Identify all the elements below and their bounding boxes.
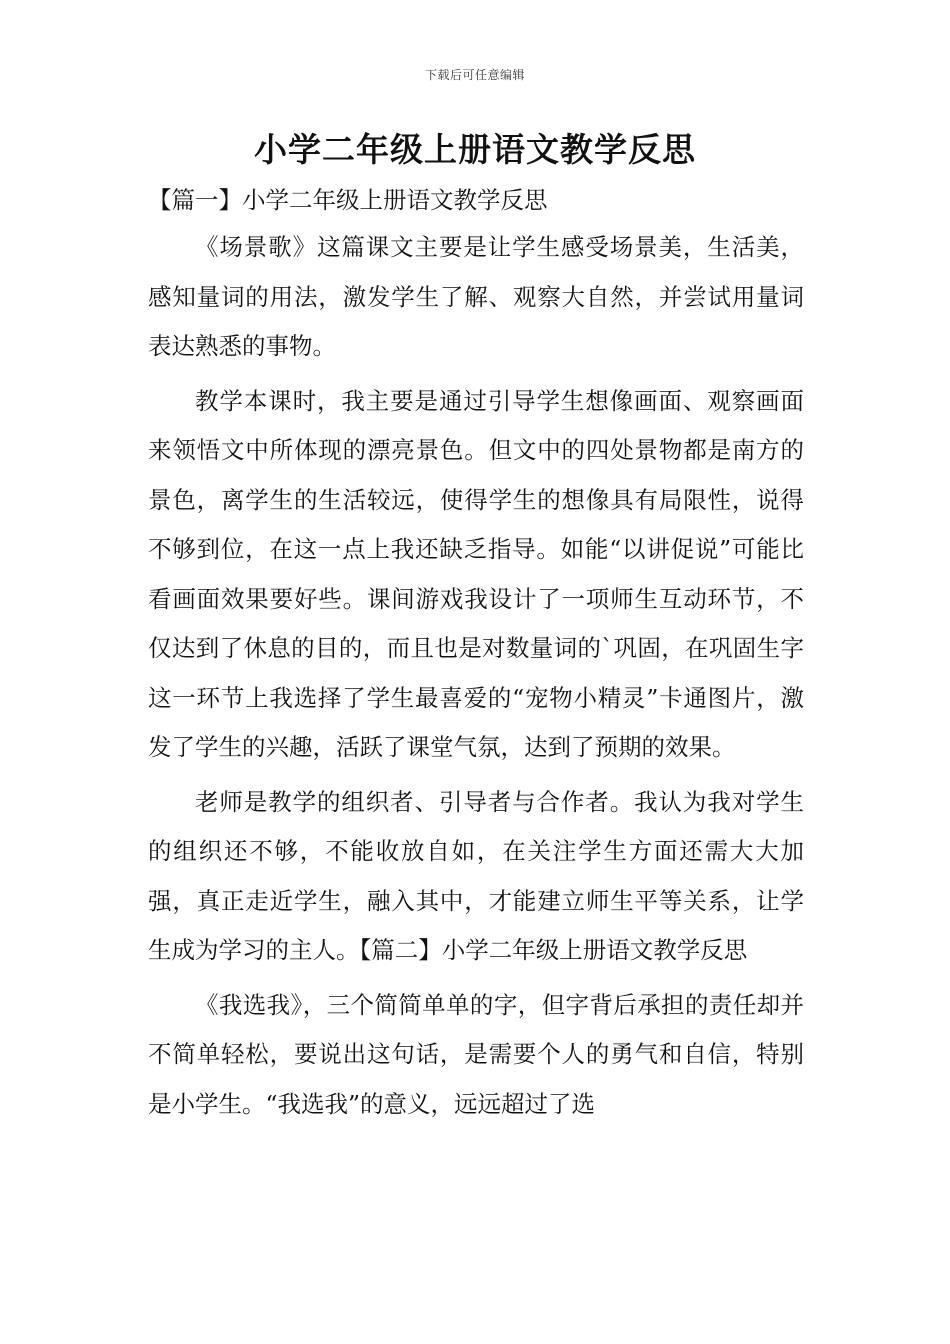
document-body — [148, 178, 804, 1134]
paragraph-1: 《场景歌》这篇课文主要是让学生感受场景美，生活美，感知量词的用法，激发学生了解、观察大自然，并尝试用量词表达熟悉的事物。 — [148, 233, 804, 360]
document-title: 小学二年级上册语文教学反思 — [254, 130, 696, 169]
paragraph-3 — [148, 778, 804, 976]
paragraph-4: 《我选我》，三个简简单单的字，但字背后承担的责任却并不简单轻松，要说出这句话，是需要个人的勇气和自信，特别是小学生。“我选我”的意义，远远超过了选 — [148, 990, 804, 1118]
page-header: 下载后可任意编辑 — [424, 68, 525, 82]
paragraph-3-text: 老师是教学的组织者、引导者与合作者。我认为我对学生的组织还不够，不能收放自如，在关注学生方面还需大大加强，真正走近学生，融入其中，才能建立师生平等关系，让学生成为学习的主人。 — [148, 787, 804, 964]
section-heading-2: 【篇二】小学二年级上册语文教学反思 — [359, 936, 748, 964]
section-heading-1: 【篇一】小学二年级上册语文教学反思 — [148, 186, 548, 214]
paragraph-2: 教学本课时，我主要是通过引导学生想像画面、观察画面来领悟文中所体现的漂亮景色。但文中的四处景物都是南方的景色，离学生的生活较远，使得学生的想像具有局限性，说得不够到位，在这一点上我还缺乏指导。如能“以讲促说”可能比看画面效果要好些。课间游戏我设计了一项师生互动环节，不仅达到了休息的目的，而且也是对数量词的`巩固，在巩固生字这一环节上我选择了学生最喜爱的“宠物小精灵”卡通图片，激发了学生的兴趣，活跃了课堂气氛，达到了预期的效果。 — [148, 386, 804, 761]
